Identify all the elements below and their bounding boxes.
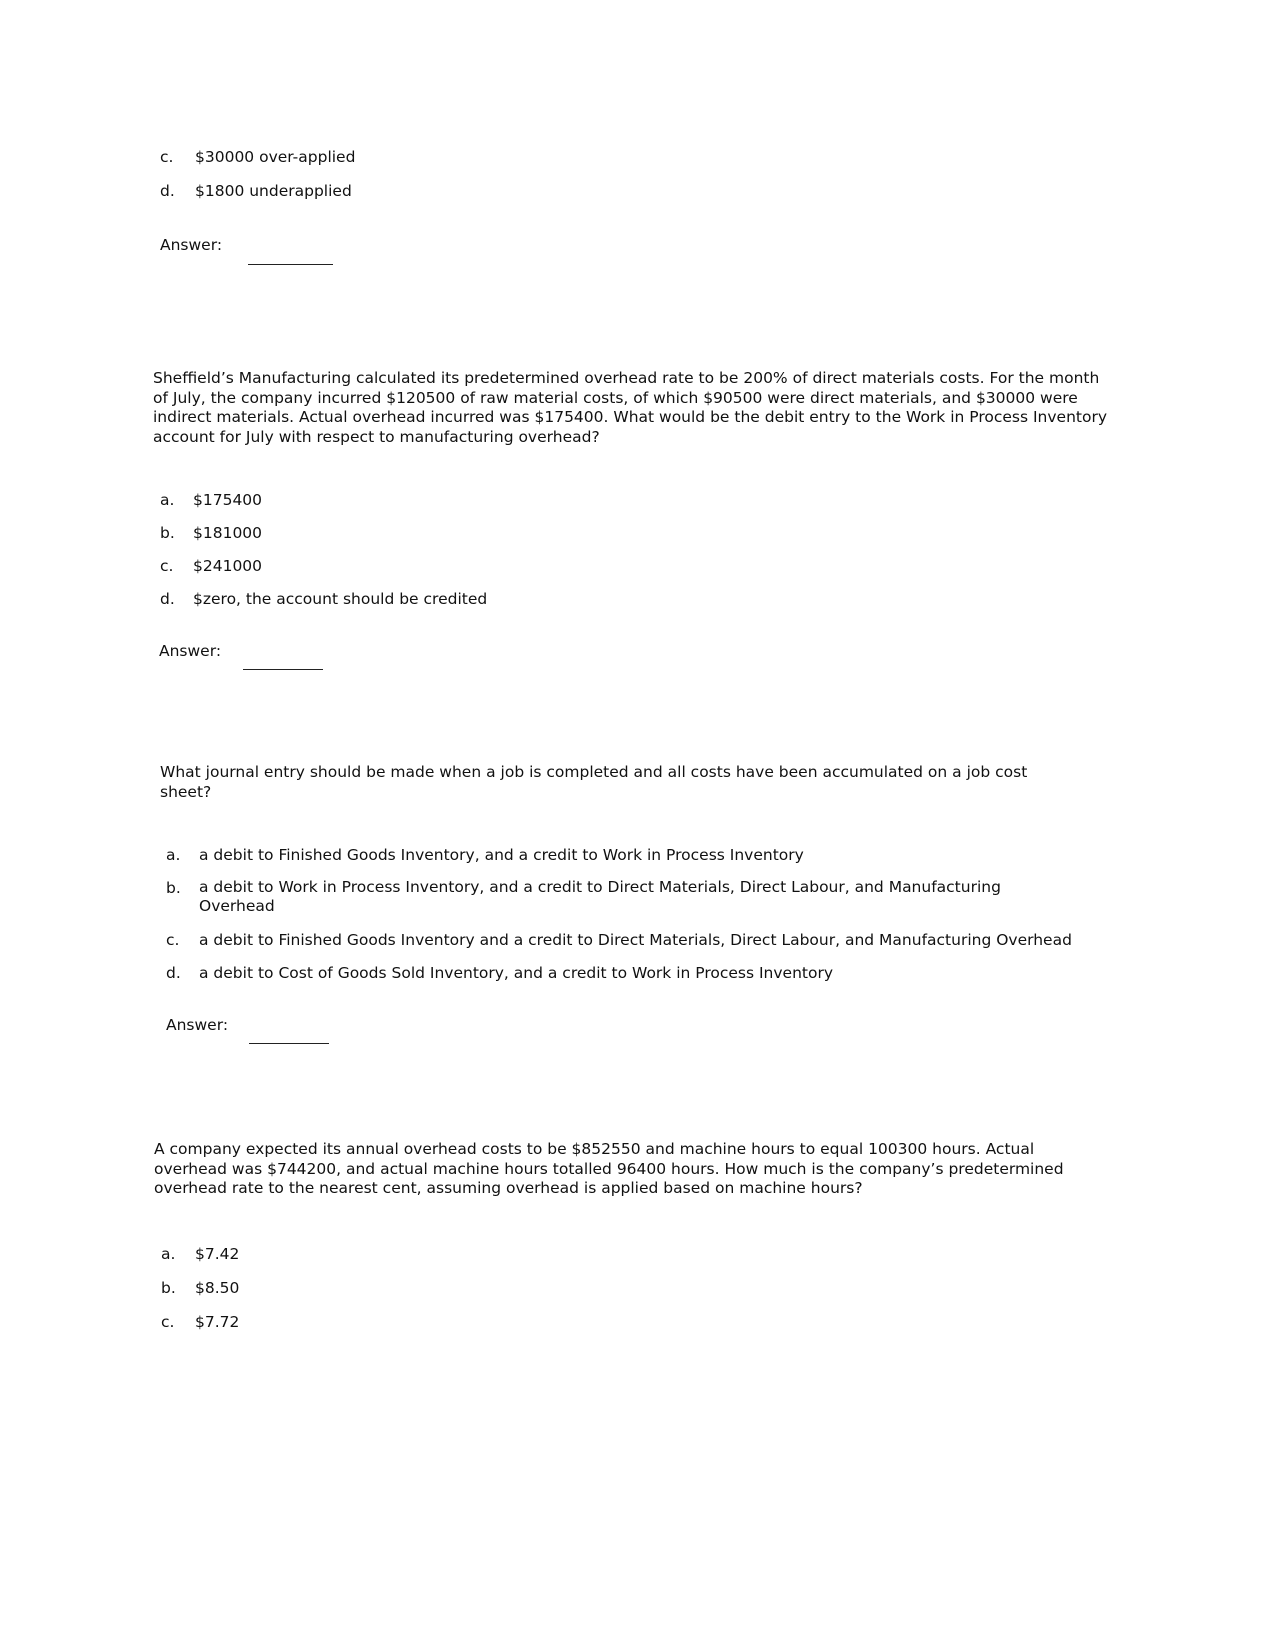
option-b[interactable] <box>161 1278 240 1298</box>
option-text: a debit to Work in Process Inventory, and a credit to Direct Materials, Direct Labour, and Manufacturing Overhead <box>199 878 1001 915</box>
option-b[interactable] <box>166 878 1001 918</box>
answer-label: Answer: <box>160 236 223 254</box>
option-text: $30000 over-applied <box>195 148 356 166</box>
option-letter: b. <box>166 879 181 897</box>
option-text: $181000 <box>193 524 263 542</box>
option-text: a debit to Cost of Goods Sold Inventory, and a credit to Work in Process Inventory <box>199 964 834 982</box>
option-a[interactable] <box>161 1244 240 1264</box>
option-c[interactable] <box>166 930 1072 950</box>
option-text: $175400 <box>193 491 263 509</box>
option-c[interactable] <box>160 556 263 576</box>
option-text: $7.42 <box>195 1245 240 1263</box>
question-4-text: A company expected its annual overhead costs to be $852550 and machine hours to equal 100300 hours. Actual overhead was $744200, and actual machine hours totalled 96400 hours. How much is the company’s predetermined overhead rate to the nearest cent, assuming overhead is applied based on machine hours? <box>154 1140 1064 1197</box>
option-letter: a. <box>161 1245 176 1263</box>
question-2-text: Sheffield’s Manufacturing calculated its predetermined overhead rate to be 200% of direct materials costs. For the month of July, the company incurred $120500 of raw material costs, of which $90500 were direct materials, and $30000 were indirect materials. Actual overhead incurred was $175400. What would be the debit entry to the Work in Process Inventory account for July with respect to manufacturing overhead? <box>153 369 1108 446</box>
option-text: $241000 <box>193 557 263 575</box>
option-letter: a. <box>160 491 175 509</box>
option-d[interactable] <box>166 963 834 983</box>
option-d[interactable] <box>160 589 488 609</box>
option-d[interactable] <box>160 181 352 201</box>
option-c[interactable] <box>160 147 356 167</box>
answer-blank[interactable] <box>243 669 323 670</box>
option-letter: b. <box>160 524 175 542</box>
option-text: a debit to Finished Goods Inventory, and a credit to Work in Process Inventory <box>199 846 804 864</box>
option-b[interactable] <box>160 523 263 543</box>
option-letter: c. <box>161 1313 175 1331</box>
option-letter: a. <box>166 846 181 864</box>
option-text: $7.72 <box>195 1313 240 1331</box>
option-a[interactable] <box>160 490 263 510</box>
option-c[interactable] <box>161 1312 240 1332</box>
option-letter: c. <box>160 557 174 575</box>
option-letter: b. <box>161 1279 176 1297</box>
option-letter: d. <box>160 182 175 200</box>
question-3-text: What journal entry should be made when a job is completed and all costs have been accumulated on a job cost sheet? <box>160 763 1028 801</box>
answer-blank[interactable] <box>249 1043 329 1044</box>
option-letter: c. <box>160 148 174 166</box>
answer-blank[interactable] <box>248 264 333 265</box>
answer-label: Answer: <box>159 642 222 660</box>
answer-label: Answer: <box>166 1016 229 1034</box>
option-letter: d. <box>166 964 181 982</box>
option-text: $1800 underapplied <box>195 182 352 200</box>
option-text: $8.50 <box>195 1279 240 1297</box>
option-letter: c. <box>166 931 180 949</box>
option-text: $zero, the account should be credited <box>193 590 488 608</box>
option-a[interactable] <box>166 845 804 865</box>
option-text: a debit to Finished Goods Inventory and a credit to Direct Materials, Direct Labour, and Manufacturing Overhead <box>199 931 1072 949</box>
option-letter: d. <box>160 590 175 608</box>
